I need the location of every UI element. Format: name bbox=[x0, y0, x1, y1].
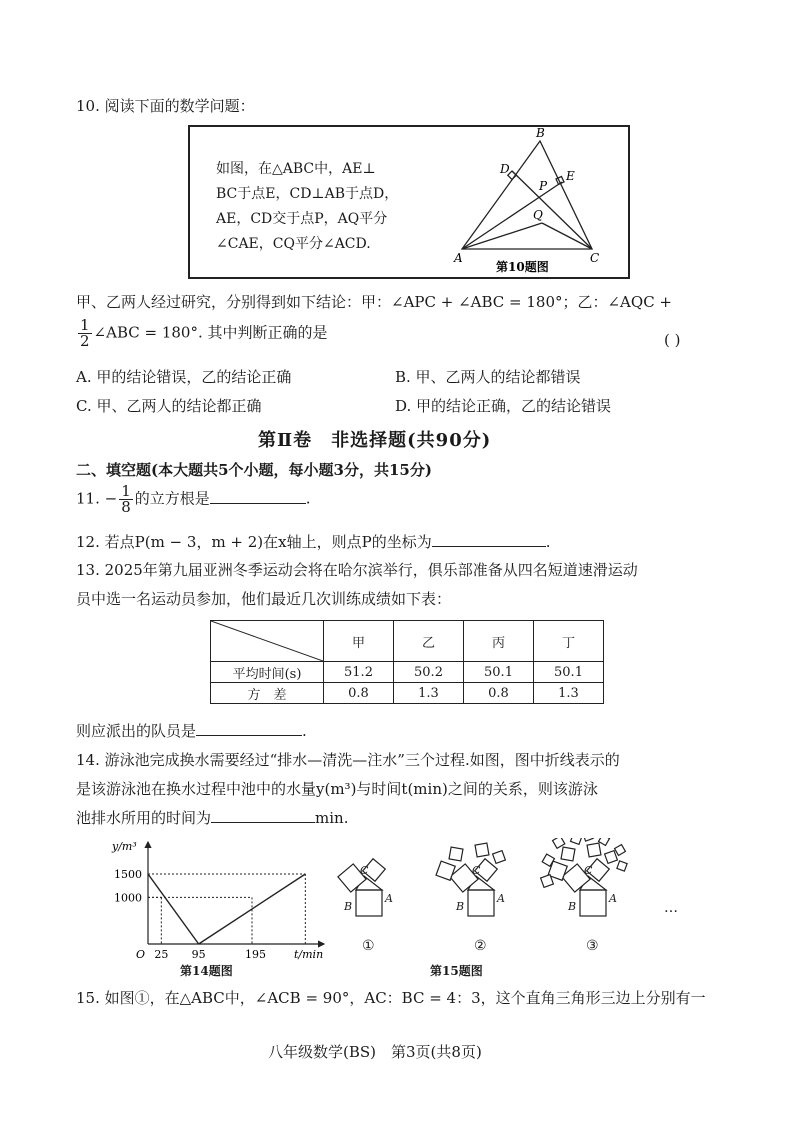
half-fraction: $\frac{1}{2}$ bbox=[80, 316, 90, 350]
q14-answer-blank[interactable] bbox=[211, 808, 315, 823]
x-axis-label: t/min bbox=[294, 948, 324, 961]
q10-conclusion-line2: $\frac{1}{2}$ ∠ABC = 180°. 其中判断正确的是 bbox=[80, 316, 328, 350]
fig2-label-a: A bbox=[497, 892, 505, 905]
q10-option-c: C. 甲、乙两人的结论都正确 bbox=[76, 397, 262, 415]
label-d: D bbox=[500, 162, 510, 176]
triangle-abc bbox=[462, 141, 592, 249]
q13-answer-line: 则应派出的队员是 . bbox=[76, 722, 307, 740]
label-a: A bbox=[454, 251, 463, 265]
table-header: 甲 bbox=[324, 621, 394, 662]
label-q: Q bbox=[533, 208, 543, 222]
x-tick-label: 25 bbox=[154, 948, 169, 961]
q10-triangle-figure bbox=[440, 127, 640, 277]
fig1-label-c: C bbox=[360, 864, 369, 877]
training-scores-table bbox=[210, 620, 604, 704]
y-axis-label: y/m³ bbox=[112, 840, 137, 853]
q12: 12. 若点P(m − 3，m + 2)在x轴上，则点P的坐标为 . bbox=[76, 533, 551, 551]
figure-3-label: ③ bbox=[586, 938, 599, 954]
table-row: 平均时间(s) 51.2 50.2 50.1 50.1 bbox=[211, 662, 604, 683]
series-line-1 bbox=[148, 874, 199, 944]
fig1-label-b: B bbox=[344, 900, 353, 913]
q13-line2: 员中选一名运动员参加，他们最近几次训练成绩如下表： bbox=[76, 590, 452, 608]
fig3-label-b: B bbox=[568, 900, 577, 913]
label-e: E bbox=[566, 169, 575, 183]
q15-pythagoras-tree-figures bbox=[330, 838, 690, 958]
q14-water-volume-chart bbox=[96, 836, 336, 976]
q14-line1: 14. 游泳池完成换水需要经过“排水—清洗—注水”三个过程.如图，图中折线表示的 bbox=[76, 751, 620, 769]
q14-caption: 第14题图 bbox=[180, 964, 233, 978]
q11-answer-blank[interactable] bbox=[210, 489, 306, 504]
fig2-label-c: C bbox=[472, 864, 481, 877]
q13-line1: 13. 2025年第九届亚洲冬季运动会将在哈尔滨举行，俱乐部准备从四名短道速滑运动 bbox=[76, 561, 638, 579]
q10-option-b: B. 甲、乙两人的结论都错误 bbox=[395, 368, 581, 386]
figure-2-tree bbox=[436, 843, 505, 916]
q14-line2: 是该游泳池在换水过程中池中的水量y(m³)与时间t(min)之间的关系，则该游泳 bbox=[76, 780, 598, 798]
q10-option-a: A. 甲的结论错误，乙的结论正确 bbox=[76, 368, 292, 386]
fig1-label-a: A bbox=[385, 892, 393, 905]
label-p: P bbox=[539, 179, 548, 193]
q10-conclusion-line1: 甲、乙两人经过研究，分别得到如下结论：甲：∠APC + ∠ABC = 180°；乙：∠AQC + bbox=[76, 293, 673, 311]
origin-label: O bbox=[136, 948, 146, 961]
fig3-label-a: A bbox=[609, 892, 617, 905]
q10-answer-paren: ( ) bbox=[664, 331, 681, 349]
q15-text: 15. 如图①，在△ABC中，∠ACB = 90°，AC：BC = 4：3，这个直角三角形三边上分别有一 bbox=[76, 989, 706, 1007]
q10-option-d: D. 甲的结论正确，乙的结论错误 bbox=[395, 397, 612, 415]
x-tick-label: 195 bbox=[245, 948, 266, 961]
q14-line3: 池排水所用的时间为 min. bbox=[76, 809, 349, 827]
table-header: 丙 bbox=[464, 621, 534, 662]
table-header: 乙 bbox=[394, 621, 464, 662]
section-title: 第Ⅱ卷 非选择题(共90分) bbox=[258, 430, 492, 451]
q10-problem-box bbox=[188, 125, 630, 279]
table-row: 方 差 0.8 1.3 0.8 1.3 bbox=[211, 683, 604, 704]
ellipsis: … bbox=[664, 900, 678, 916]
label-b: B bbox=[536, 127, 545, 140]
q11: 11. − $\frac{1}{8}$ 的立方根是 . bbox=[76, 482, 311, 516]
q15-caption: 第15题图 bbox=[430, 964, 483, 978]
segment-cq bbox=[542, 223, 592, 249]
one-eighth-fraction: $\frac{1}{8}$ bbox=[121, 482, 131, 516]
table-header: 丁 bbox=[534, 621, 604, 662]
segment-cd bbox=[512, 171, 592, 249]
fill-in-heading: 二、填空题(本大题共5个小题，每小题3分，共15分) bbox=[76, 461, 432, 479]
x-tick-label: 95 bbox=[191, 948, 206, 961]
page-footer: 八年级数学(BS) 第3页(共8页) bbox=[268, 1043, 482, 1061]
q10-figure-caption: 第10题图 bbox=[496, 260, 549, 274]
figure-1-label: ① bbox=[362, 938, 375, 954]
label-c: C bbox=[590, 251, 600, 265]
table-corner-cell bbox=[211, 621, 324, 662]
q10-title: 10. 阅读下面的数学问题： bbox=[76, 97, 255, 115]
q13-answer-blank[interactable] bbox=[196, 721, 302, 736]
fig3-label-c: C bbox=[584, 864, 593, 877]
segment-aq bbox=[462, 223, 542, 249]
q10-problem-text: 如图，在△ABC中，AE⊥ BC于点E，CD⊥AB于点D， AE，CD交于点P，AQ平分 ∠CAE，CQ平分∠ACD. bbox=[216, 161, 399, 252]
y-tick-label: 1000 bbox=[114, 891, 142, 905]
figure-2-label: ② bbox=[474, 938, 487, 954]
y-tick-label: 1500 bbox=[114, 868, 142, 881]
fig2-label-b: B bbox=[456, 900, 465, 913]
q12-answer-blank[interactable] bbox=[432, 532, 546, 547]
